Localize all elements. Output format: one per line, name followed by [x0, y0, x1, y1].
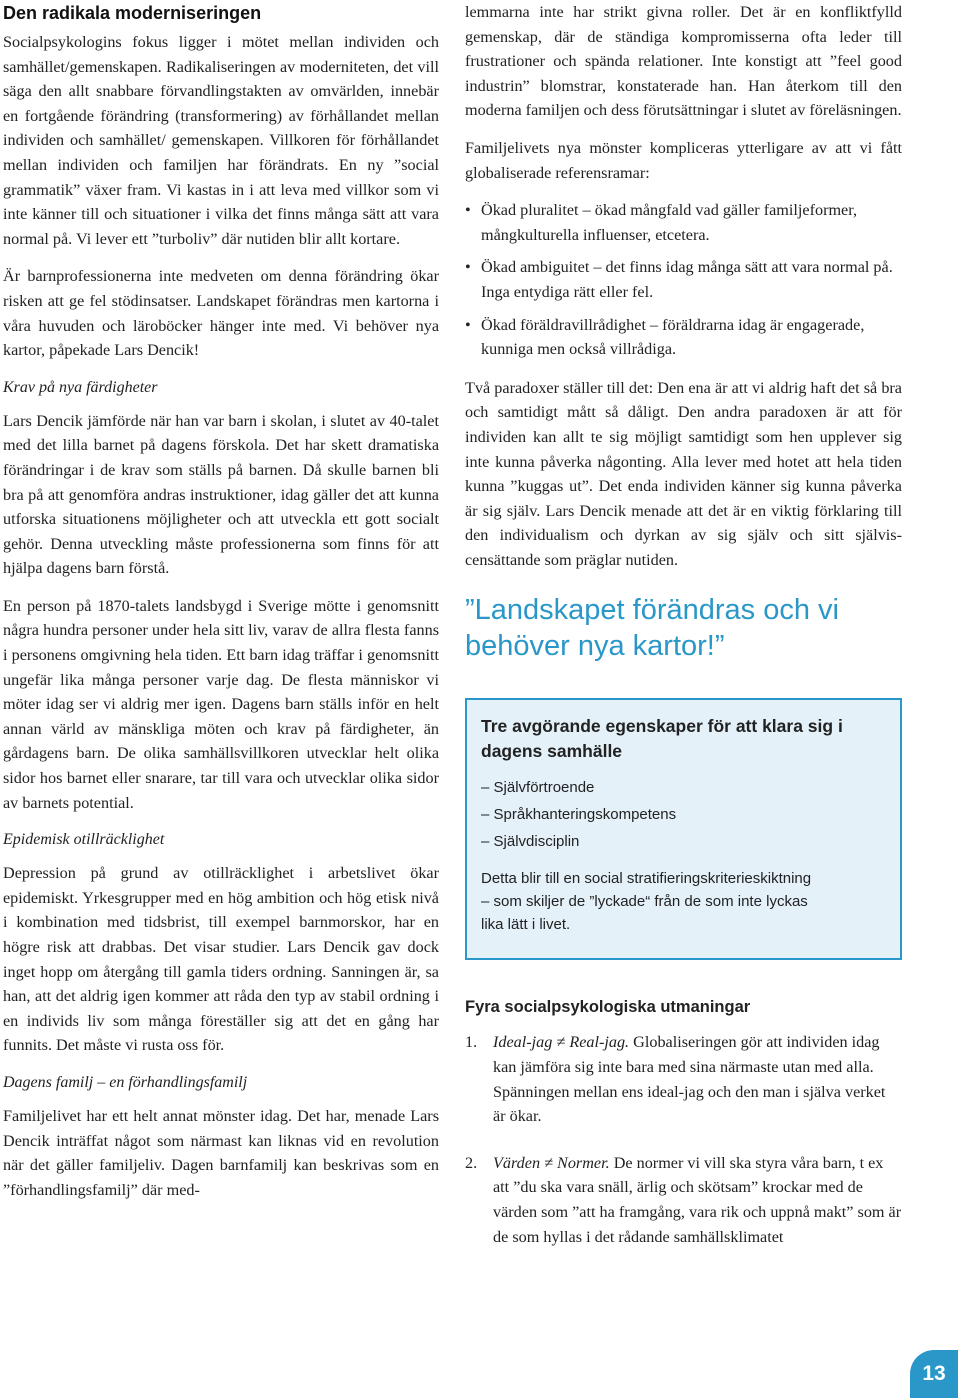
fact-box-item: – Självdisciplin: [481, 833, 580, 851]
page-number: 13: [910, 1350, 958, 1398]
challenges-heading: Fyra socialpsykologiska utmaningar: [465, 998, 751, 1017]
fact-box-note-line: – som skiljer de ”lyckade“ från de som inte lyckas: [481, 893, 808, 911]
right-column: [465, 0, 902, 1271]
paragraph: Familjelivets nya mönster kompliceras ytterligare av att vi fått globaliserade referensramar:: [465, 138, 902, 182]
paragraph: lemmarna inte har strikt givna roller. Det är en konfliktfylld gemenskap, där de ständiga kompromisserna ofta leder till frustrationer och spända relationer. Inte konstigt att ”feel good industrin” blomstrar, konstaterade han. Han återkom till den moderna familjen och dess förutsättningar i slutet av föreläsningen.: [465, 3, 902, 120]
challenge-item: [465, 1151, 902, 1249]
bullet-list: [465, 198, 902, 362]
fact-box: [465, 698, 902, 960]
challenge-text: Globaliseringen gör att individen idag kan jämföra sig inte bara med sina närmaste utan med alla. Spänningen mellan ens ideal-jag och den man i själva verket är ökar.: [493, 1033, 886, 1126]
list-item: • Ökad ambiguitet – det finns idag många sätt att vara normal på. Inga entydiga rätt eller fel.: [465, 255, 902, 304]
list-item: • Ökad föräldravillrådighet – föräldrarna idag är engagerade, kunniga men också villrådiga.: [465, 313, 902, 362]
fact-box-note: [481, 867, 886, 936]
fact-box-item: – Språkhanteringskompetens: [481, 806, 677, 824]
challenge-item: [465, 1030, 902, 1128]
paragraph: Är barnprofessionerna inte medveten om denna förändring ökar risken att ge fel stödinsatser. Landskapet förändras men kartorna i våra huvuden och läroböcker hänger inte med. Vi behöver nya kartor, påpekade Lars Dencik!: [3, 267, 439, 360]
subheading: Epidemisk otillräcklighet: [3, 831, 165, 849]
paragraph: Depression på grund av otillräcklighet i arbetslivet ökar epidemiskt. Yrkesgrupper med en hög ambition och hög etisk nivå i kombination med tidsbrist, till exempel barnmorskor, har en högre risk att drabbas. Det visar studier. Lars Dencik gav dock inget hopp om återgång till gamla tiders ordning. Sanningen är, sa han, att det aldrig igen kommer att råda den typ av stabil ordning i en individs liv som många föreställer sig att det en gång har funnits. Det måste vi rusta oss för.: [3, 864, 439, 1055]
left-column: [3, 0, 439, 1215]
fact-box-note-line: Detta blir till en social stratifieringskriterieskiktning: [481, 870, 812, 888]
challenge-text: De normer vi vill ska styra våra barn, t ex att ”du ska vara snäll, ärlig och skötsam” krockar med de värden som ”att ha framgång, vara rik och uppnå makt” som är de som hyllas i det rådande samhällsklimatet: [493, 1153, 902, 1246]
challenge-term: Värden ≠ Normer.: [493, 1153, 610, 1172]
challenge-term: Ideal-jag ≠ Real-jag.: [493, 1033, 630, 1052]
paragraph: Familjelivet har ett helt annat mönster idag. Det har, menade Lars Dencik inträffat något som närmast kan liknas vid en revolution när det gäller familjeliv. Dagen barnfamilj kan beskrivas som en ”förhandlingsfamilj” där med-: [3, 1106, 439, 1199]
paragraph: En person på 1870-talets landsbygd i Sverige mötte i genomsnitt några hundra personer under hela sitt liv, varav de allra flesta fanns i personens omgivning hela tiden. Ett barn idag träffar i genomsnitt ungefär lika många personer varje dag. De flesta människor vi möter idag ser vi aldrig mer igen. Dagens barn ställs inför en helt annan värld av mänskliga möten och krav på färdigheter, än gårdagens barn. De olika samhällsvillkoren utvecklar helt olika sidor hos barnet eller snarare, tar till vara och utvecklar olika sidor av barnets potential.: [3, 596, 439, 812]
paragraph: Lars Dencik jämförde när han var barn i skolan, i slutet av 40-talet med det lilla barnet på dagens förskola. Det har skett dramatiska förändringar i de krav som ställs på barnen. Då skulle barnen bli bra på att genomföra andras instruktioner, idag gäller det att kunna utforska situationens möjligheter och att utveckla ett gott socialt gehör. Denna utveckling måste professionerna som finns för att hjälpa dagens barn förstå.: [3, 411, 439, 578]
paragraph: Socialpsykologins fokus ligger i mötet mellan individen och samhället/gemenskapen. Radikaliseringen av moderniteten, det vill säga den allt snabbare förvandlingstakten av omvärlden, innebär en fortgående förändring (transformering) av förhållandet mellan individen och samhället/ gemenskapen. Villkoren för förhållandet mellan individen och familjen har förändrats. En ny ”social grammatik” växer fram. Vi kastas in i att leva med villkor som vi inte känner till och situationer i vilka det finns många sätt att vara normal på. Vi lever ett ”turboliv” där nutiden blir allt kortare.: [3, 33, 439, 248]
subheading: Dagens familj – en förhandlingsfamilj: [3, 1073, 248, 1091]
fact-box-title: Tre avgörande egenskaper för att klara sig i dagens samhälle: [481, 716, 843, 762]
fact-box-note-line: lika lätt i livet.: [481, 916, 571, 934]
list-item: • Ökad pluralitet – ökad mångfald vad gäller familjeformer, mångkulturella influenser, etcetera.: [465, 198, 902, 247]
pull-quote: ”Landskapet förändras och vi behöver nya kartor!”: [465, 594, 839, 663]
paragraph: Två paradoxer ställer till det: Den ena är att vi aldrig haft det så bra och samtidigt mått så dåligt. Den andra paradoxen är att för individen kan allt te sig möjligt samtidigt som hen upplever sig inte kunna påverka någonting. Alla lever med hotet att hela tiden kunna ”kuggas ut”. Det enda individen känner sig kunna påverka är sig själv. Lars Dencik menade att det är en viktig förklaring till den individualism och dyrkan av sig själv och sitt själviscensättande som präglar nutiden.: [465, 378, 902, 569]
challenges-list: [465, 1030, 902, 1249]
subheading: Krav på nya färdigheter: [3, 378, 158, 396]
challenge-number: 2.: [465, 1153, 478, 1172]
challenge-number: 1.: [465, 1033, 478, 1052]
section-heading: Den radikala moderniseringen: [3, 3, 262, 23]
fact-box-item: – Självförtroende: [481, 779, 595, 797]
